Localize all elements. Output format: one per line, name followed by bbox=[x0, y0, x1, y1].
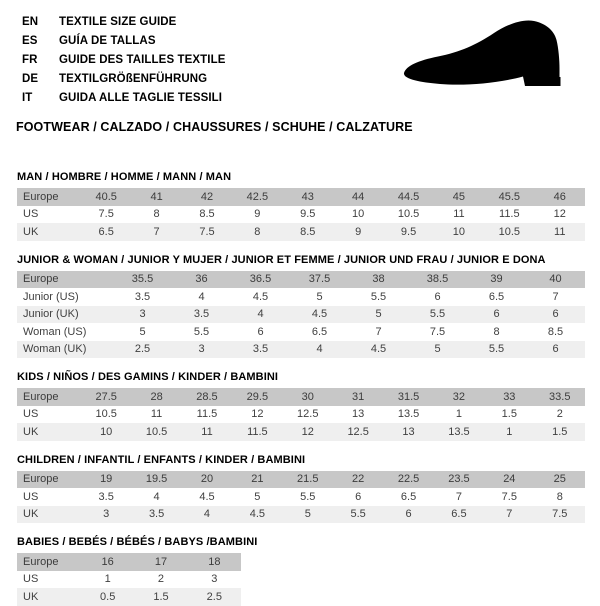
row-label: US bbox=[17, 206, 81, 224]
table-row bbox=[17, 188, 585, 206]
table-row bbox=[17, 223, 585, 241]
size-value: 4 bbox=[290, 341, 349, 359]
size-value: 11 bbox=[535, 223, 585, 241]
size-value: 35.5 bbox=[113, 271, 172, 289]
size-value: 10 bbox=[81, 423, 131, 441]
table-row bbox=[17, 471, 585, 489]
size-value: 7.5 bbox=[484, 488, 534, 506]
size-value: 6.5 bbox=[383, 488, 433, 506]
row-label: US bbox=[17, 406, 81, 424]
size-value: 16 bbox=[81, 553, 134, 571]
size-value: 8.5 bbox=[283, 223, 333, 241]
table-row bbox=[17, 341, 585, 359]
section-title-man: MAN / HOMBRE / HOMME / MANN / MAN bbox=[17, 171, 232, 183]
size-value: 25 bbox=[535, 471, 585, 489]
size-value: 1 bbox=[484, 423, 534, 441]
size-value: 33 bbox=[484, 388, 534, 406]
row-label: US bbox=[17, 488, 81, 506]
size-value: 28 bbox=[131, 388, 181, 406]
size-value: 37.5 bbox=[290, 271, 349, 289]
size-value: 23.5 bbox=[434, 471, 484, 489]
size-value: 45 bbox=[434, 188, 484, 206]
language-title: TEXTILE SIZE GUIDE bbox=[59, 16, 177, 28]
size-value: 38 bbox=[349, 271, 408, 289]
size-value: 6.5 bbox=[434, 506, 484, 524]
size-value: 18 bbox=[188, 553, 241, 571]
size-value: 5 bbox=[232, 488, 282, 506]
size-value: 19.5 bbox=[131, 471, 181, 489]
language-title: TEXTILGRÖßENFÜHRUNG bbox=[59, 73, 208, 85]
size-value: 5.5 bbox=[172, 323, 231, 341]
size-value: 8.5 bbox=[182, 206, 232, 224]
size-value: 7 bbox=[349, 323, 408, 341]
size-value: 6.5 bbox=[467, 288, 526, 306]
size-value: 7 bbox=[131, 223, 181, 241]
size-value: 1.5 bbox=[484, 406, 534, 424]
size-value: 42.5 bbox=[232, 188, 282, 206]
language-title: GUIDE DES TAILLES TEXTILE bbox=[59, 54, 226, 66]
size-value: 12 bbox=[283, 423, 333, 441]
size-value: 1.5 bbox=[535, 423, 585, 441]
size-value: 3 bbox=[172, 341, 231, 359]
size-value: 7 bbox=[526, 288, 585, 306]
size-value: 0.5 bbox=[81, 588, 134, 606]
size-value: 8 bbox=[535, 488, 585, 506]
size-value: 43 bbox=[283, 188, 333, 206]
size-value: 44 bbox=[333, 188, 383, 206]
category-title: FOOTWEAR / CALZADO / CHAUSSURES / SCHUHE / CALZATURE bbox=[16, 120, 413, 134]
size-value: 10.5 bbox=[131, 423, 181, 441]
size-value: 8 bbox=[232, 223, 282, 241]
size-value: 12.5 bbox=[333, 423, 383, 441]
size-value: 19 bbox=[81, 471, 131, 489]
size-value: 36 bbox=[172, 271, 231, 289]
section-title-children: CHILDREN / INFANTIL / ENFANTS / KINDER / BAMBINI bbox=[17, 453, 306, 466]
size-value: 9.5 bbox=[283, 206, 333, 224]
size-value: 4.5 bbox=[290, 306, 349, 324]
size-value: 6.5 bbox=[290, 323, 349, 341]
size-value: 9.5 bbox=[383, 223, 433, 241]
size-value: 5.5 bbox=[349, 288, 408, 306]
size-value: 46 bbox=[535, 188, 585, 206]
row-label: Woman (US) bbox=[17, 323, 113, 341]
size-value: 2.5 bbox=[113, 341, 172, 359]
size-value: 21 bbox=[232, 471, 282, 489]
size-value: 3.5 bbox=[113, 288, 172, 306]
size-value: 7.5 bbox=[182, 223, 232, 241]
size-value: 13 bbox=[383, 423, 433, 441]
table-row bbox=[17, 553, 241, 571]
size-value: 39 bbox=[467, 271, 526, 289]
size-value: 5.5 bbox=[467, 341, 526, 359]
size-value: 3.5 bbox=[172, 306, 231, 324]
size-value: 5 bbox=[408, 341, 467, 359]
size-value: 10 bbox=[333, 206, 383, 224]
size-value: 13 bbox=[333, 406, 383, 424]
section-babies bbox=[17, 536, 585, 606]
row-label: UK bbox=[17, 423, 81, 441]
size-value: 4 bbox=[131, 488, 181, 506]
size-value: 3.5 bbox=[131, 506, 181, 524]
row-label: Europe bbox=[17, 188, 81, 206]
size-value: 31 bbox=[333, 388, 383, 406]
size-value: 10.5 bbox=[81, 406, 131, 424]
size-value: 41 bbox=[131, 188, 181, 206]
language-code: EN bbox=[22, 16, 39, 28]
section-kids bbox=[17, 371, 585, 441]
table-row bbox=[17, 488, 585, 506]
size-value: 4 bbox=[231, 306, 290, 324]
size-value: 2 bbox=[134, 571, 187, 589]
size-value: 9 bbox=[232, 206, 282, 224]
language-code: DE bbox=[22, 73, 39, 85]
row-label: Junior (US) bbox=[17, 288, 113, 306]
size-value: 5 bbox=[349, 306, 408, 324]
table-row bbox=[17, 206, 585, 224]
size-value: 11.5 bbox=[484, 206, 534, 224]
size-value: 4.5 bbox=[231, 288, 290, 306]
size-value: 5.5 bbox=[283, 488, 333, 506]
size-value: 5.5 bbox=[333, 506, 383, 524]
language-title: GUÍA DE TALLAS bbox=[59, 35, 156, 47]
size-value: 24 bbox=[484, 471, 534, 489]
size-value: 31.5 bbox=[383, 388, 433, 406]
size-value: 27.5 bbox=[81, 388, 131, 406]
size-table-man bbox=[17, 188, 585, 241]
size-value: 5.5 bbox=[408, 306, 467, 324]
size-value: 29.5 bbox=[232, 388, 282, 406]
size-value: 7 bbox=[434, 488, 484, 506]
size-value: 3 bbox=[113, 306, 172, 324]
size-value: 1 bbox=[81, 571, 134, 589]
section-junior-woman bbox=[17, 254, 585, 359]
size-value: 10.5 bbox=[383, 206, 433, 224]
size-value: 3.5 bbox=[81, 488, 131, 506]
size-value: 6 bbox=[526, 341, 585, 359]
size-value: 11 bbox=[182, 423, 232, 441]
size-value: 5 bbox=[290, 288, 349, 306]
section-man bbox=[17, 171, 585, 241]
row-label: Europe bbox=[17, 388, 81, 406]
size-value: 5 bbox=[113, 323, 172, 341]
size-value: 13.5 bbox=[383, 406, 433, 424]
size-value: 45.5 bbox=[484, 188, 534, 206]
row-label: Europe bbox=[17, 471, 81, 489]
size-value: 2 bbox=[535, 406, 585, 424]
size-value: 6.5 bbox=[81, 223, 131, 241]
table-row bbox=[17, 406, 585, 424]
row-label: UK bbox=[17, 506, 81, 524]
size-table-babies bbox=[17, 553, 241, 606]
size-value: 6 bbox=[231, 323, 290, 341]
dress-shoe-icon bbox=[398, 14, 572, 96]
section-title-junior-woman: JUNIOR & WOMAN / JUNIOR Y MUJER / JUNIOR ET FEMME / JUNIOR UND FRAU / JUNIOR E DONA bbox=[17, 253, 546, 266]
size-value: 32 bbox=[434, 388, 484, 406]
table-row bbox=[17, 323, 585, 341]
row-label: Junior (UK) bbox=[17, 306, 113, 324]
size-value: 4 bbox=[172, 288, 231, 306]
size-value: 1 bbox=[434, 406, 484, 424]
size-value: 10 bbox=[434, 223, 484, 241]
size-value: 6 bbox=[333, 488, 383, 506]
size-value: 6 bbox=[467, 306, 526, 324]
size-value: 4 bbox=[182, 506, 232, 524]
size-value: 40 bbox=[526, 271, 585, 289]
size-value: 30 bbox=[283, 388, 333, 406]
size-value: 12.5 bbox=[283, 406, 333, 424]
size-value: 33.5 bbox=[535, 388, 585, 406]
size-value: 8.5 bbox=[526, 323, 585, 341]
size-value: 7.5 bbox=[408, 323, 467, 341]
size-value: 38.5 bbox=[408, 271, 467, 289]
size-value: 11 bbox=[434, 206, 484, 224]
size-value: 4.5 bbox=[232, 506, 282, 524]
row-label: UK bbox=[17, 223, 81, 241]
size-value: 11 bbox=[131, 406, 181, 424]
size-value: 6 bbox=[408, 288, 467, 306]
section-title-kids: KIDS / NIÑOS / DES GAMINS / KINDER / BAMBINI bbox=[17, 371, 279, 383]
size-table-junior-woman bbox=[17, 271, 585, 359]
size-value: 44.5 bbox=[383, 188, 433, 206]
row-label: Europe bbox=[17, 553, 81, 571]
language-code: IT bbox=[22, 92, 33, 104]
language-title: GUIDA ALLE TAGLIE TESSILI bbox=[59, 92, 223, 104]
size-value: 20 bbox=[182, 471, 232, 489]
size-value: 22.5 bbox=[383, 471, 433, 489]
size-value: 8 bbox=[467, 323, 526, 341]
table-row bbox=[17, 388, 585, 406]
row-label: US bbox=[17, 571, 81, 589]
table-row bbox=[17, 288, 585, 306]
language-code: ES bbox=[22, 35, 38, 47]
size-value: 10.5 bbox=[484, 223, 534, 241]
size-table-children bbox=[17, 471, 585, 524]
size-value: 28.5 bbox=[182, 388, 232, 406]
table-row bbox=[17, 271, 585, 289]
section-title-babies: BABIES / BEBÉS / BÉBÉS / BABYS /BAMBINI bbox=[17, 536, 258, 548]
size-value: 1.5 bbox=[134, 588, 187, 606]
size-value: 9 bbox=[333, 223, 383, 241]
size-value: 3 bbox=[188, 571, 241, 589]
table-row bbox=[17, 588, 241, 606]
size-value: 21.5 bbox=[283, 471, 333, 489]
size-value: 7.5 bbox=[535, 506, 585, 524]
size-value: 7.5 bbox=[81, 206, 131, 224]
section-children bbox=[17, 454, 585, 524]
table-row bbox=[17, 423, 585, 441]
size-value: 6 bbox=[383, 506, 433, 524]
size-value: 4.5 bbox=[349, 341, 408, 359]
size-value: 6 bbox=[526, 306, 585, 324]
row-label: UK bbox=[17, 588, 81, 606]
size-value: 2.5 bbox=[188, 588, 241, 606]
size-value: 42 bbox=[182, 188, 232, 206]
row-label: Europe bbox=[17, 271, 113, 289]
language-code: FR bbox=[22, 54, 38, 66]
size-value: 8 bbox=[131, 206, 181, 224]
size-value: 40.5 bbox=[81, 188, 131, 206]
size-value: 17 bbox=[134, 553, 187, 571]
table-row bbox=[17, 306, 585, 324]
size-value: 5 bbox=[283, 506, 333, 524]
size-value: 13.5 bbox=[434, 423, 484, 441]
table-row bbox=[17, 506, 585, 524]
table-row bbox=[17, 571, 241, 589]
size-value: 11.5 bbox=[232, 423, 282, 441]
size-value: 12 bbox=[232, 406, 282, 424]
size-value: 4.5 bbox=[182, 488, 232, 506]
size-value: 7 bbox=[484, 506, 534, 524]
size-value: 3.5 bbox=[231, 341, 290, 359]
size-tables-container bbox=[17, 171, 585, 606]
size-value: 11.5 bbox=[182, 406, 232, 424]
size-table-kids bbox=[17, 388, 585, 441]
size-value: 36.5 bbox=[231, 271, 290, 289]
size-value: 22 bbox=[333, 471, 383, 489]
row-label: Woman (UK) bbox=[17, 341, 113, 359]
size-value: 12 bbox=[535, 206, 585, 224]
size-value: 3 bbox=[81, 506, 131, 524]
